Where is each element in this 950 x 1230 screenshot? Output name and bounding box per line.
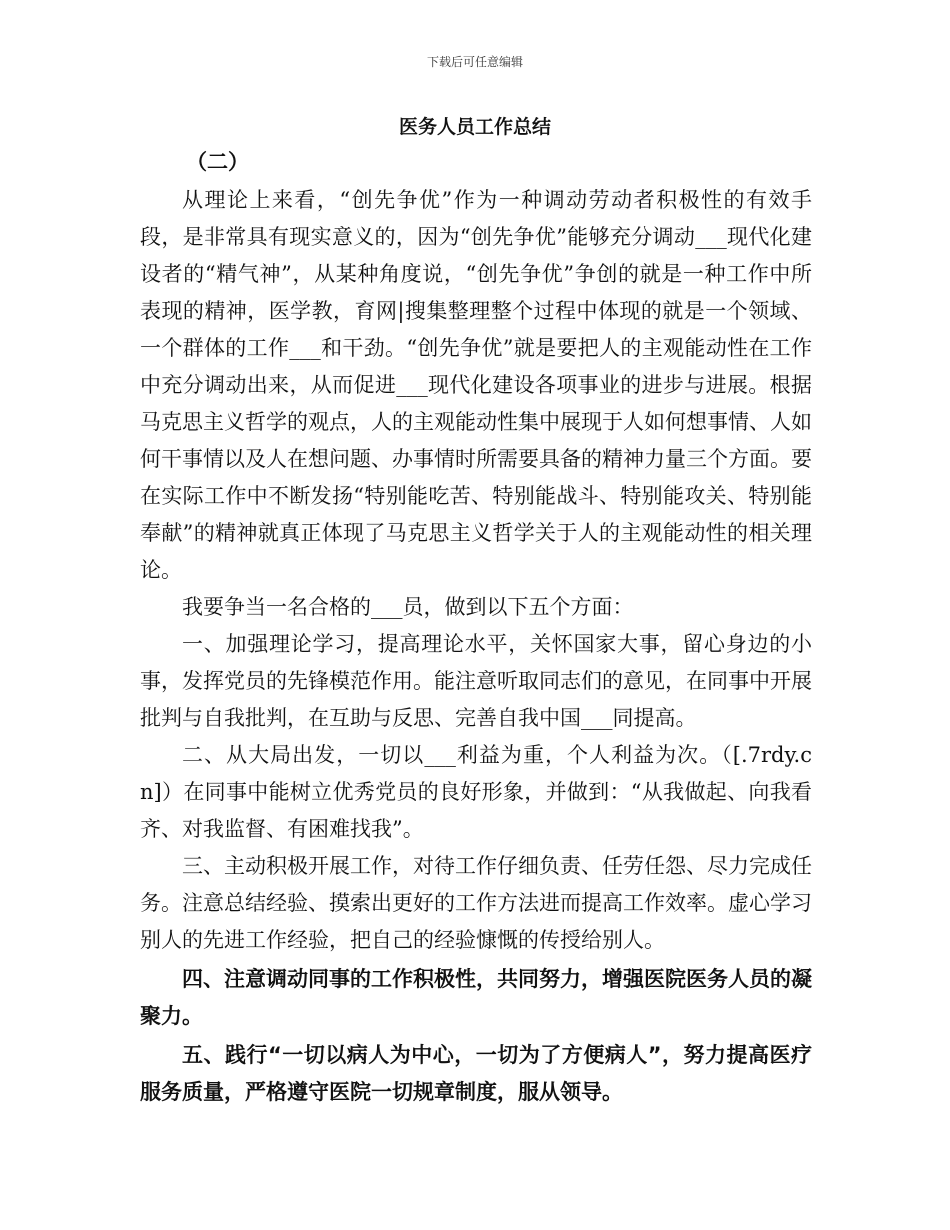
paragraph-4: 二、从大局出发，一切以___利益为重，个人利益为次。（[.7rdy.cn]）在同事中能树立优秀党员的良好形象，并做到：“从我做起、向我看齐、对我监督、有困难找我”。 xyxy=(140,743,812,841)
document-subtitle: （二） xyxy=(186,150,249,174)
bold-paragraph-2 xyxy=(140,1037,812,1111)
document-title: 医务人员工作总结 xyxy=(398,116,551,138)
document-body xyxy=(140,182,812,959)
paragraph-1: 从理论上来看，“创先争优”作为一种调动劳动者积极性的有效手段，是非常具有现实意义的，因为“创先争优”能够充分调动___现代化建设者的“精气神”，从某种角度说，“创先争优”争创的就是一种工作中所表现的精神，医学教，育网|搜集整理整个过程中体现的就是一个领域、一个群体的工作___和干劲。“创先争优”就是要把人的主观能动性在工作中充分调动出来，从而促进___现代化建设各项事业的进步与进展。根据马克思主义哲学的观点，人的主观能动性集中展现于人如何想事情、人如何干事情以及人在想问题、办事情时所需要具备的精神力量三个方面。要在实际工作中不断发扬“特别能吃苦、特别能战斗、特别能攻关、特别能奉献”的精神就真正体现了马克思主义哲学关于人的主观能动性的相关理论。 xyxy=(140,188,812,582)
paragraph-2: 我要争当一名合格的___员，做到以下五个方面： xyxy=(182,595,634,619)
bold-paragraph-1 xyxy=(140,961,812,1035)
paragraph-5: 三、主动积极开展工作，对待工作仔细负责、任劳任怨、尽力完成任务。注意总结经验、摸索出更好的工作方法进而提高工作效率。虚心学习别人的先进工作经验，把自己的经验慷慨的传授给别人。 xyxy=(140,854,812,952)
paragraph-3: 一、加强理论学习，提高理论水平，关怀国家大事，留心身边的小事，发挥党员的先锋模范作用。能注意听取同志们的意见，在同事中开展批判与自我批判，在互助与反思、完善自我中国___同提高。 xyxy=(140,632,812,730)
bold-paragraph-text-1: 四、注意调动同事的工作积极性，共同努力，增强医院医务人员的凝聚力。 xyxy=(140,967,812,1028)
bold-paragraph-text-2: 五、践行“一切以病人为中心，一切为了方便病人”，努力提高医疗服务质量，严格遵守医院一切规章制度，服从领导。 xyxy=(140,1043,812,1104)
page-header-note: 下载后可任意编辑 xyxy=(426,55,523,69)
